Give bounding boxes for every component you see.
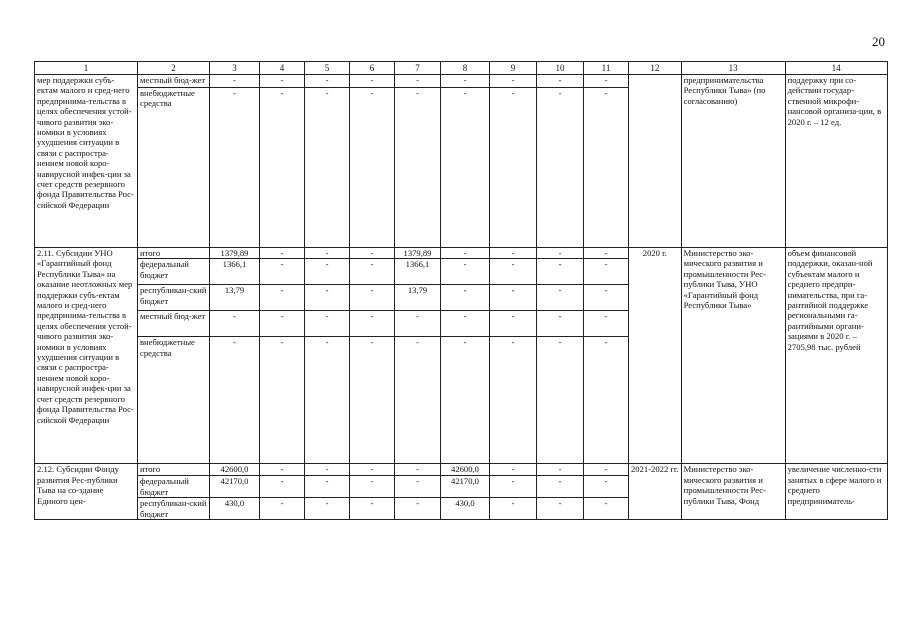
value-cell: - — [537, 464, 584, 476]
value-cell: - — [350, 476, 395, 498]
value-cell: - — [350, 311, 395, 337]
expected-result: объем финансовой поддержки, оказан-ной субъектам малого и среднего предпри-нимательства, при га-рантийной поддержке региональными га-рантийными органи-зациями в 2020 г. – 2705,98 тыс. рублей — [785, 248, 887, 464]
value-cell: - — [260, 337, 305, 464]
funding-source: республикан-ский бюджет — [138, 498, 210, 520]
value-cell: - — [350, 75, 395, 88]
column-header-1: 1 — [35, 62, 138, 75]
table-row — [35, 75, 888, 88]
expected-result: увеличение численно-сти занятых в сфере малого и среднего предприниматель- — [785, 464, 887, 520]
value-cell: - — [395, 337, 441, 464]
column-header-12: 12 — [629, 62, 682, 75]
value-cell: - — [584, 75, 629, 88]
value-cell: - — [350, 337, 395, 464]
value-cell: - — [260, 88, 305, 248]
value-cell: - — [490, 248, 537, 259]
responsible-executor: Министерство эко-мического развития и промышленности Рес-публики Тыва, Фонд — [681, 464, 785, 520]
value-cell: 42170,0 — [210, 476, 260, 498]
column-header-6: 6 — [350, 62, 395, 75]
value-cell: - — [210, 75, 260, 88]
measure-description: мер поддержки субъ-ектам малого и сред-него предпринима-тельства в целях обеспечения устой-чивого развития эко-номики в условиях ухудшения ситуации в связи с распростра-нением новой коро-навирусной инфек-ции за счет средств резервного фонда Правительства Рос-сийской Федерации — [35, 75, 138, 248]
value-cell: - — [305, 75, 350, 88]
column-header-9: 9 — [490, 62, 537, 75]
responsible-executor: Министерство эко-мического развития и промышленности Рес-публики Тыва, УНО «Гарантийный фонд Республики Тыва» — [681, 248, 785, 464]
value-cell: - — [395, 75, 441, 88]
value-cell: - — [537, 75, 584, 88]
value-cell: - — [260, 75, 305, 88]
value-cell: - — [350, 259, 395, 285]
value-cell: 42170,0 — [441, 476, 490, 498]
value-cell: - — [537, 476, 584, 498]
value-cell: - — [584, 285, 629, 311]
value-cell: - — [210, 311, 260, 337]
value-cell: 13,79 — [395, 285, 441, 311]
value-cell: - — [395, 464, 441, 476]
value-cell: - — [490, 88, 537, 248]
value-cell: 1366,1 — [210, 259, 260, 285]
value-cell: - — [350, 285, 395, 311]
value-cell: - — [441, 248, 490, 259]
period-cell: 2020 г. — [629, 248, 682, 464]
value-cell: - — [441, 337, 490, 464]
value-cell: - — [441, 259, 490, 285]
funding-source: внебюджетные средства — [138, 337, 210, 464]
column-header-13: 13 — [681, 62, 785, 75]
value-cell: 1366,1 — [395, 259, 441, 285]
measure-description: 2.11. Субсидии УНО «Гарантийный фонд Республики Тыва» на оказание неотложных мер поддержки субъ-ектам малого и сред-него предпринима-тельства в целях обеспечения устой-чивого развития эко-номики в условиях ухудшения ситуации в связи с распростра-нением новой коро-навирусной инфек-ции за счет средств резервного фонда Правительства Рос-сийской Федерации — [35, 248, 138, 464]
value-cell: - — [260, 498, 305, 520]
value-cell: - — [350, 88, 395, 248]
measure-description: 2.12. Субсидии Фонду развития Рес-публики Тыва на со-здание Единого цен- — [35, 464, 138, 520]
value-cell: - — [210, 88, 260, 248]
budget-table — [34, 61, 888, 520]
value-cell: - — [441, 285, 490, 311]
column-header-8: 8 — [441, 62, 490, 75]
value-cell: 1379,89 — [210, 248, 260, 259]
value-cell: - — [537, 498, 584, 520]
table-row — [35, 464, 888, 476]
column-header-2: 2 — [138, 62, 210, 75]
value-cell: - — [260, 248, 305, 259]
value-cell: - — [537, 311, 584, 337]
funding-source: местный бюд-жет — [138, 75, 210, 88]
value-cell: - — [305, 88, 350, 248]
value-cell: - — [305, 464, 350, 476]
value-cell: 42600,0 — [210, 464, 260, 476]
funding-source: итого — [138, 248, 210, 259]
responsible-executor: предпринимательства Республики Тыва» (по согласованию) — [681, 75, 785, 248]
column-header-10: 10 — [537, 62, 584, 75]
value-cell: - — [490, 259, 537, 285]
value-cell: - — [441, 88, 490, 248]
value-cell: - — [305, 498, 350, 520]
funding-source: республикан-ский бюджет — [138, 285, 210, 311]
value-cell: - — [490, 498, 537, 520]
value-cell: 1379,89 — [395, 248, 441, 259]
value-cell: 42600,0 — [441, 464, 490, 476]
value-cell: - — [305, 259, 350, 285]
value-cell: - — [537, 248, 584, 259]
value-cell: - — [584, 88, 629, 248]
value-cell: - — [584, 248, 629, 259]
value-cell: - — [305, 248, 350, 259]
funding-source: местный бюд-жет — [138, 311, 210, 337]
table-row — [35, 248, 888, 259]
funding-source: итого — [138, 464, 210, 476]
value-cell: - — [537, 285, 584, 311]
value-cell: - — [584, 337, 629, 464]
value-cell: - — [350, 248, 395, 259]
column-header-7: 7 — [395, 62, 441, 75]
column-header-3: 3 — [210, 62, 260, 75]
value-cell: - — [490, 476, 537, 498]
value-cell: - — [350, 464, 395, 476]
expected-result: поддержку при со-действии государ-ственной микрофи-нансовой организа-ции, в 2020 г. – 12 ед. — [785, 75, 887, 248]
value-cell: - — [305, 337, 350, 464]
value-cell: - — [305, 285, 350, 311]
value-cell: - — [490, 311, 537, 337]
period-cell: 2021-2022 гг. — [629, 464, 682, 520]
value-cell: - — [584, 476, 629, 498]
value-cell: - — [305, 476, 350, 498]
funding-source: внебюджетные средства — [138, 88, 210, 248]
value-cell: - — [260, 285, 305, 311]
value-cell: - — [395, 476, 441, 498]
value-cell: - — [260, 476, 305, 498]
value-cell: - — [441, 311, 490, 337]
value-cell: - — [395, 498, 441, 520]
value-cell: - — [490, 285, 537, 311]
value-cell: - — [260, 259, 305, 285]
value-cell: - — [305, 311, 350, 337]
column-header-14: 14 — [785, 62, 887, 75]
funding-source: федеральный бюджет — [138, 476, 210, 498]
value-cell: - — [537, 337, 584, 464]
value-cell: - — [260, 464, 305, 476]
value-cell: - — [260, 311, 305, 337]
header-row — [35, 62, 888, 75]
value-cell: - — [490, 337, 537, 464]
value-cell: - — [490, 464, 537, 476]
value-cell: - — [584, 498, 629, 520]
value-cell: - — [490, 75, 537, 88]
value-cell: - — [395, 311, 441, 337]
value-cell: - — [584, 259, 629, 285]
value-cell: - — [350, 498, 395, 520]
value-cell: - — [395, 88, 441, 248]
column-header-11: 11 — [584, 62, 629, 75]
value-cell: - — [210, 337, 260, 464]
value-cell: 430,0 — [441, 498, 490, 520]
value-cell: 13,79 — [210, 285, 260, 311]
funding-source: федеральный бюджет — [138, 259, 210, 285]
period-cell — [629, 75, 682, 248]
column-header-5: 5 — [305, 62, 350, 75]
value-cell: - — [441, 75, 490, 88]
page-number: 20 — [872, 34, 885, 49]
value-cell: - — [584, 311, 629, 337]
value-cell: - — [537, 88, 584, 248]
column-header-4: 4 — [260, 62, 305, 75]
value-cell: 430,0 — [210, 498, 260, 520]
value-cell: - — [537, 259, 584, 285]
value-cell: - — [584, 464, 629, 476]
